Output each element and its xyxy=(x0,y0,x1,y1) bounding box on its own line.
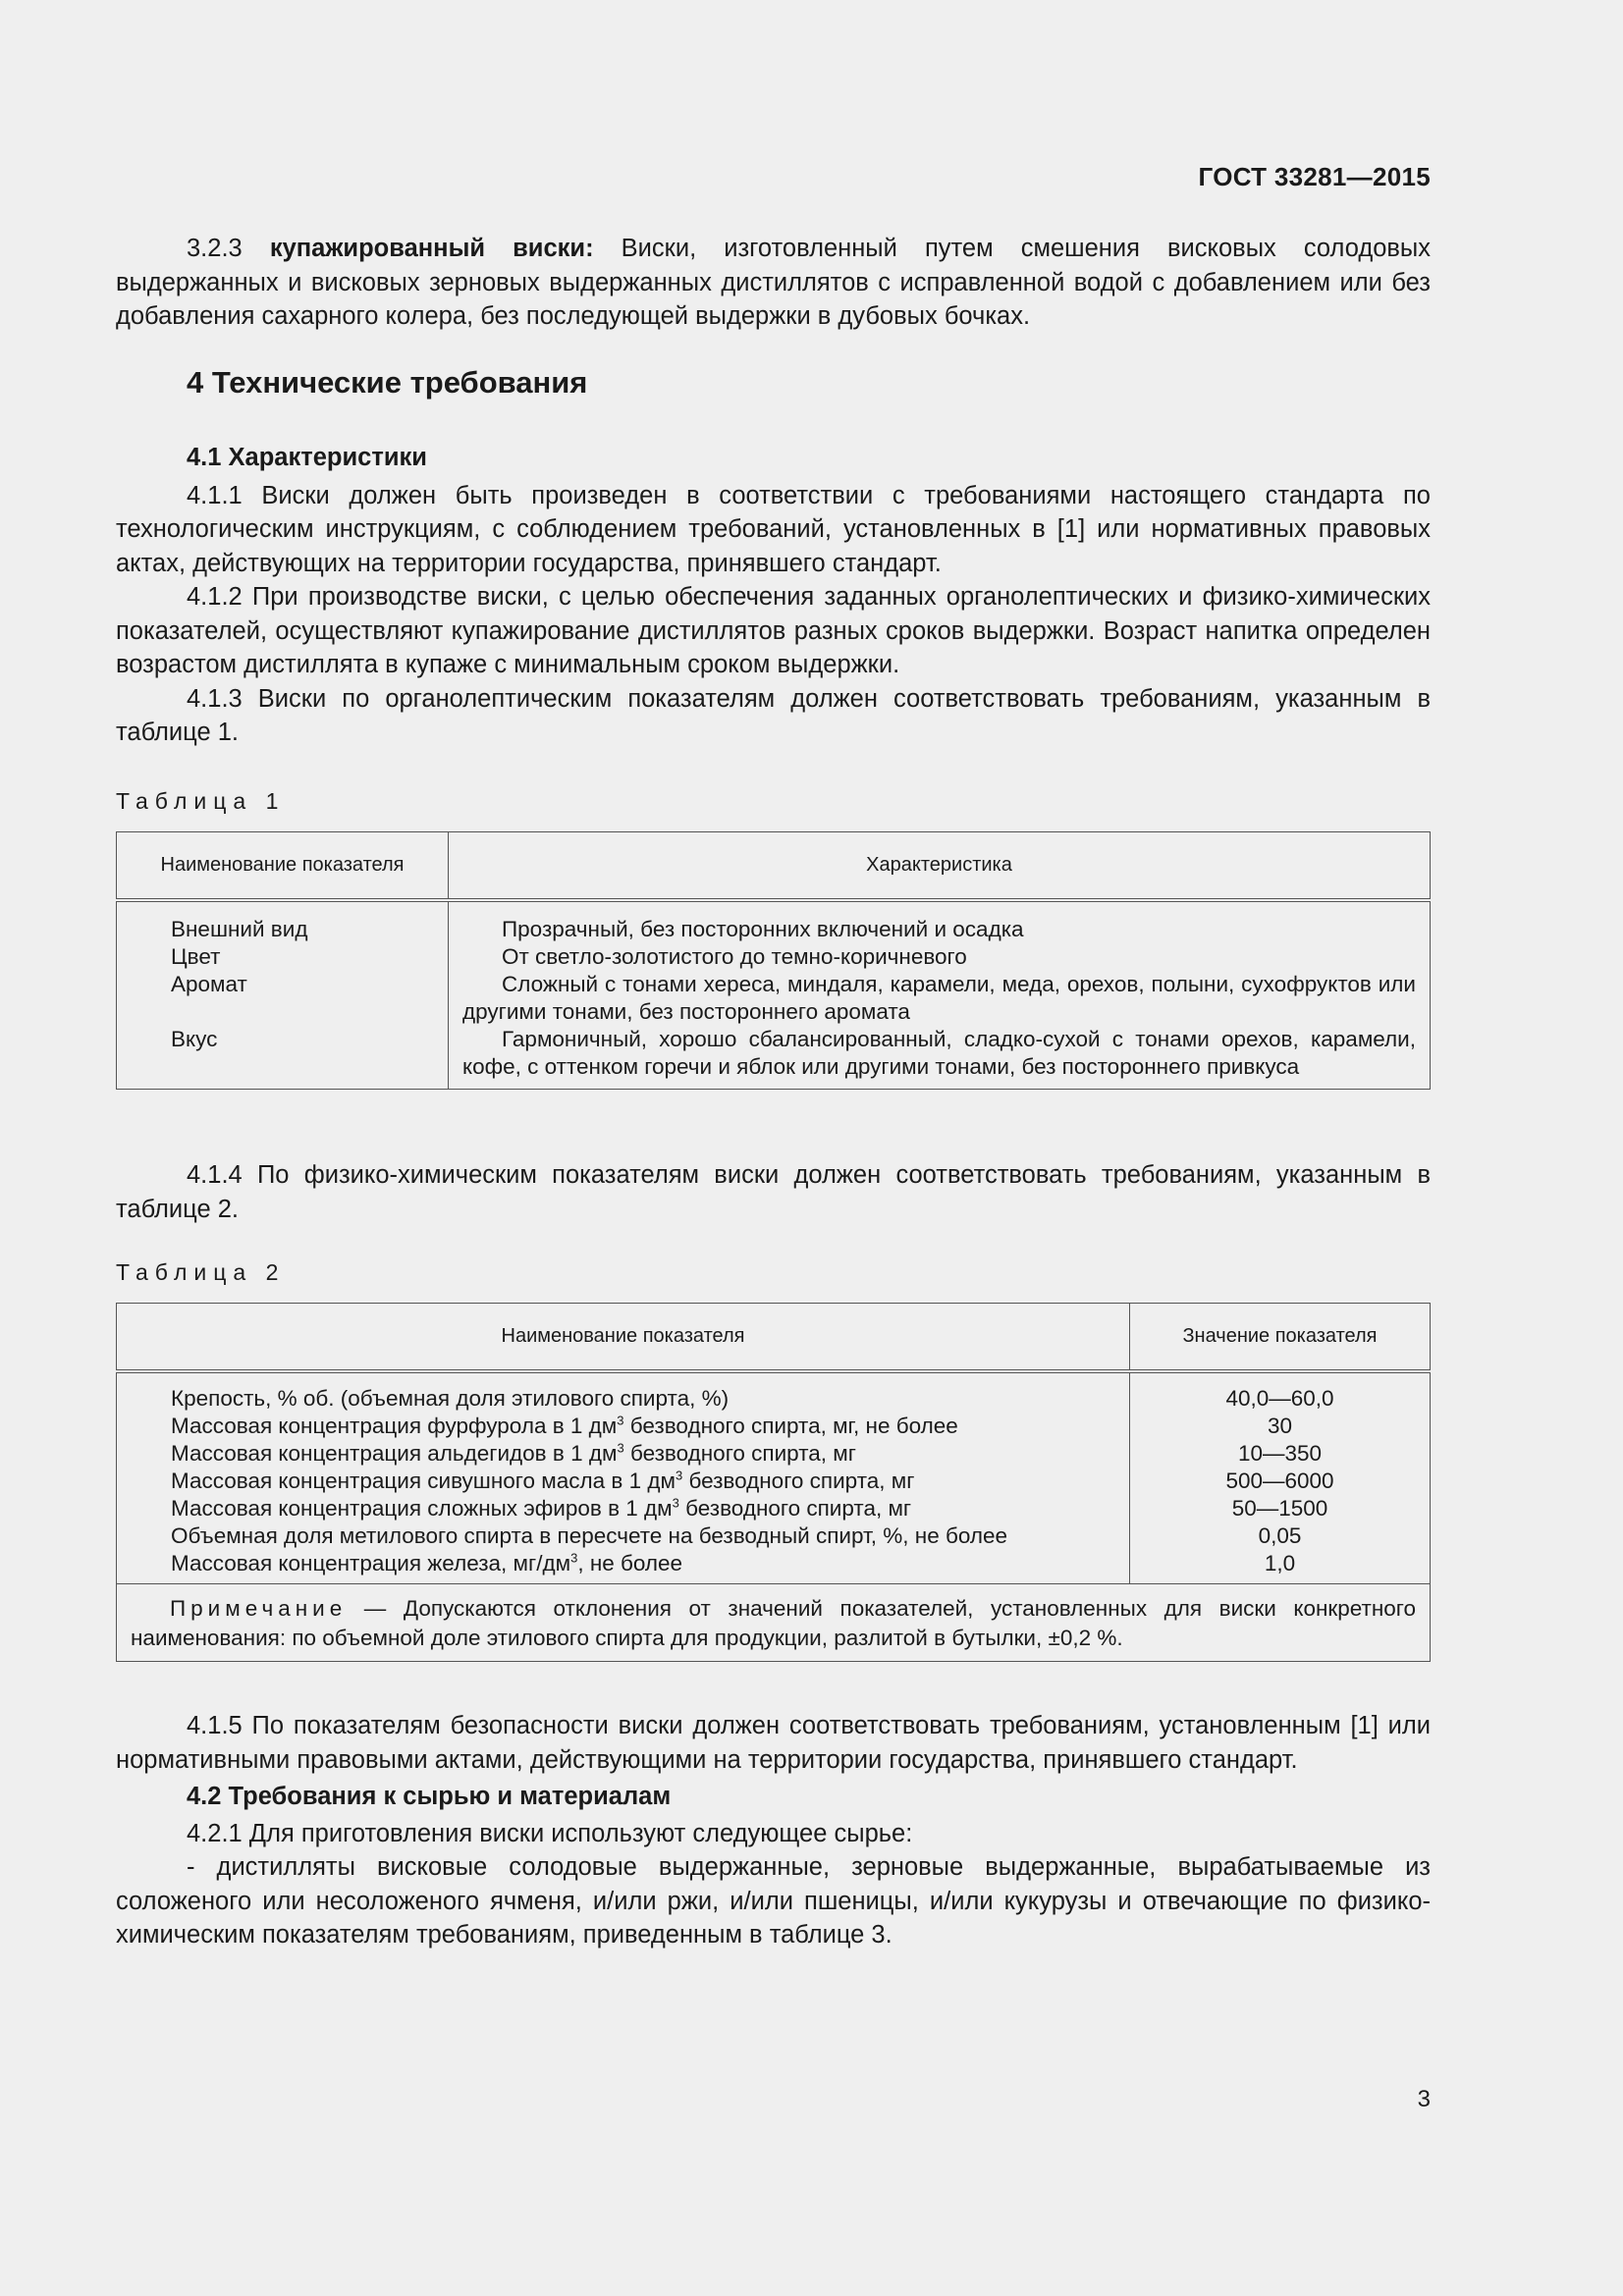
paragraph-4-1-4-block xyxy=(116,1158,1431,1226)
table-2-row-name: Массовая концентрация фурфурола в 1 $дм^3$ безводного спирта, мг, не более xyxy=(171,1413,958,1438)
table-2-row-value: 50—1500 xyxy=(1231,1496,1328,1521)
table-2-header-name: Наименование показателя xyxy=(117,1304,1130,1372)
table-2-header-value: Значение показателя xyxy=(1130,1304,1431,1372)
table-2 xyxy=(116,1303,1431,1662)
page-number: 3 xyxy=(1417,2086,1431,2112)
table-2-names-cell xyxy=(117,1371,1130,1584)
section-4-title: 4 Технические требования xyxy=(187,365,588,400)
table-2-note xyxy=(117,1584,1431,1662)
table-2-row-name: Массовая концентрация альдегидов в 1 $дм^3$ безводного спирта, мг xyxy=(171,1440,856,1466)
clause-number: 3.2.3 xyxy=(187,235,243,262)
section-4-1 xyxy=(116,441,1431,750)
table-1-row-name: Аромат xyxy=(171,972,247,996)
table-1-header-characteristic: Характеристика xyxy=(449,832,1431,901)
standard-header: ГОСТ 33281—2015 xyxy=(1198,162,1431,191)
table-1-row-name: Вкус xyxy=(171,1027,218,1051)
section-4-1-5-to-4-2-1 xyxy=(116,1709,1431,1952)
paragraph-4-1-4: 4.1.4 По физико-химическим показателям виски должен соответствовать требованиям, указанным в таблице 2. xyxy=(116,1161,1431,1223)
section-4-2-title: 4.2 Требования к сырью и материалам xyxy=(187,1783,672,1810)
table-1 xyxy=(116,831,1431,1090)
paragraph-4-1-2: 4.1.2 При производстве виски, с целью обеспечения заданных органолептических и физико-химических показателей, осуществляют купажирование дистиллятов разных сроков выдержки. Возраст напитка определен возрастом дистиллята в купаже с минимальным сроком выдержки. xyxy=(116,583,1431,678)
section-4-1-title: 4.1 Характеристики xyxy=(187,444,427,471)
note-text: — Допускаются отклонения от значений показателей, установленных для виски конкретного наименования: по объемной доле этилового спирта для продукции, разлитой в бутылки, ±0,2 %. xyxy=(131,1596,1416,1650)
table-2-row-value: 40,0—60,0 xyxy=(1225,1386,1334,1411)
table-2-row-value: 0,05 xyxy=(1258,1523,1302,1548)
section-3-2-3 xyxy=(116,232,1431,334)
paragraph-4-2-1-item: - дистилляты висковые солодовые выдержанные, зерновые выдержанные, вырабатываемые из соложеного или несоложеного ячменя, и/или ржи, и/или пшеницы, и/или кукурузы и отвечающие по физико-химическим показателям требованиям, приведенным в таблице 3. xyxy=(116,1853,1431,1949)
table-1-caption: Таблица 1 xyxy=(116,788,286,814)
table-2-row-value: 10—350 xyxy=(1237,1441,1323,1466)
table-1-row-value: Сложный с тонами хереса, миндаля, карамели, меда, орехов, полыни, сухофруктов или другими тонами, без постороннего аромата xyxy=(462,972,1416,1024)
table-2-row-name: Крепость, % об. (объемная доля этилового спирта, %) xyxy=(171,1386,730,1411)
paragraph-4-1-5: 4.1.5 По показателям безопасности виски должен соответствовать требованиям, установленным [1] или нормативными правовыми актами, действующими на территории государства, принявшего стандарт. xyxy=(116,1712,1431,1774)
term: купажированный виски: xyxy=(269,235,594,262)
note-label: Примечание xyxy=(170,1596,348,1621)
table-2-values-cell xyxy=(1130,1371,1431,1584)
paragraph-4-1-1: 4.1.1 Виски должен быть произведен в соответствии с требованиями настоящего стандарта по технологическим инструкциям, с соблюдением требований, установленных в [1] или нормативных правовых актах, действующих на территории государства, принявшего стандарт. xyxy=(116,481,1431,577)
definition-text: Виски, изготовленный путем смешения висковых солодовых выдержанных и висковых зерновых выдержанных дистиллятов с исправленной водой с добавлением или без добавления сахарного колера, без последующей выдержки в дубовых бочках. xyxy=(116,235,1432,330)
table-2-row-value: 1,0 xyxy=(1264,1551,1296,1575)
table-2-row-value: 30 xyxy=(1267,1414,1293,1438)
table-1-row-value: Прозрачный, без посторонних включений и осадка xyxy=(502,917,1024,941)
table-1-row-value: Гармоничный, хорошо сбалансированный, сладко-сухой с тонами орехов, карамели, кофе, с оттенком горечи и яблок или другими тонами, без постороннего привкуса xyxy=(462,1027,1416,1079)
paragraph-4-2-1: 4.2.1 Для приготовления виски используют следующее сырье: xyxy=(187,1819,913,1847)
table-1-row-name: Внешний вид xyxy=(171,917,308,941)
paragraph-4-1-3: 4.1.3 Виски по органолептическим показателям должен соответствовать требованиям, указанным в таблице 1. xyxy=(116,684,1431,746)
table-2-row-name: Массовая концентрация сивушного масла в 1 $дм^3$ безводного спирта, мг xyxy=(171,1468,915,1493)
table-2-caption: Таблица 2 xyxy=(116,1259,286,1285)
table-2-row-value: 500—6000 xyxy=(1225,1468,1334,1493)
table-2-row-name: Массовая концентрация сложных эфиров в 1 $дм^3$ безводного спирта, мг xyxy=(171,1495,912,1521)
table-1-values-cell xyxy=(449,900,1431,1090)
table-1-row-value: От светло-золотистого до темно-коричневого xyxy=(502,944,967,969)
table-2-row-name: Объемная доля метилового спирта в пересчете на безводный спирт, %, не более xyxy=(171,1523,1008,1548)
table-1-header-name: Наименование показателя xyxy=(117,832,449,901)
table-1-row-name: Цвет xyxy=(171,944,221,969)
table-2-row-name: Массовая концентрация железа, $мг/дм^3$, не более xyxy=(171,1550,683,1575)
table-1-names-cell xyxy=(117,900,449,1090)
